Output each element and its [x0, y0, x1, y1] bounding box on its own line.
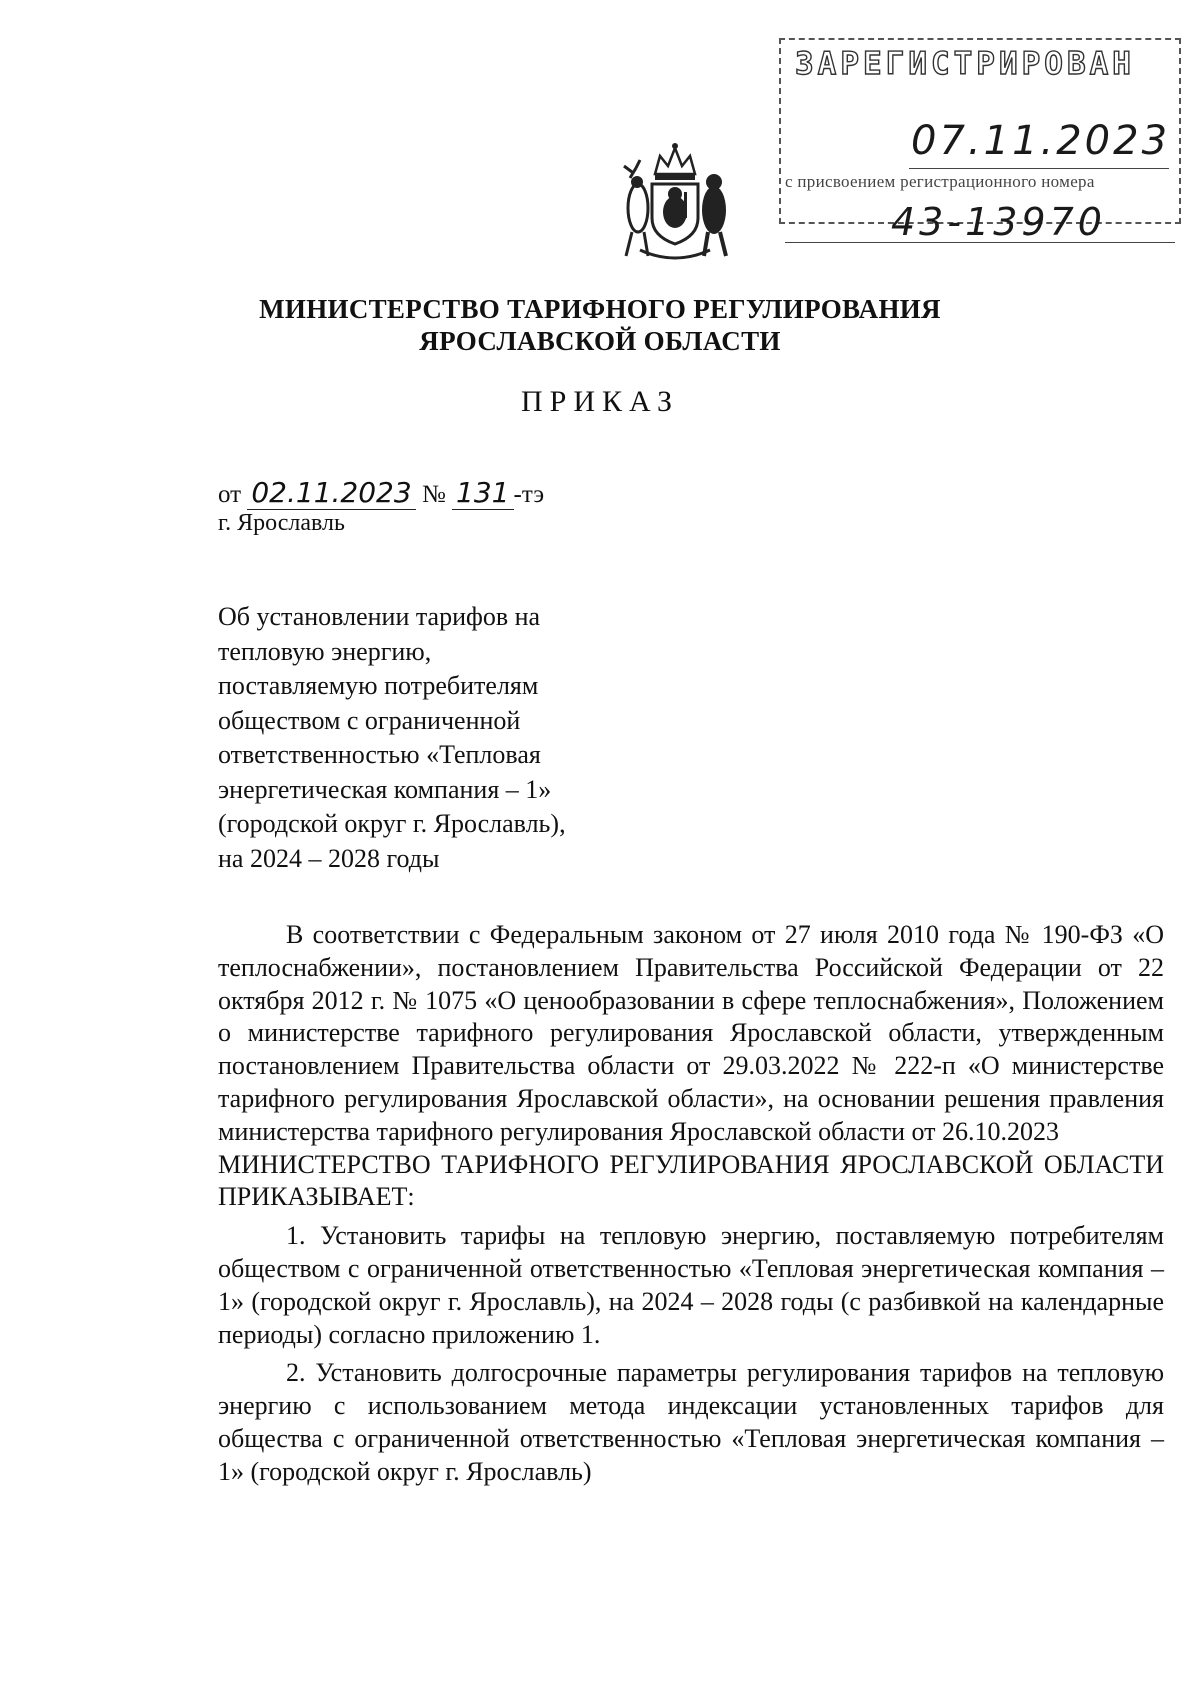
order-suffix: -тэ [513, 481, 545, 508]
decree-statement: МИНИСТЕРСТВО ТАРИФНОГО РЕГУЛИРОВАНИЯ ЯРОСЛАВСКОЙ ОБЛАСТИ ПРИКАЗЫВАЕТ: [218, 1149, 1164, 1212]
order-subject [218, 600, 658, 876]
preamble-paragraph: В соответствии с Федеральным законом от 27 июля 2010 года № 190-ФЗ «О теплоснабжении», постановлением Правительства Российской Федерации от 22 октября 2012 г. № 1075 «О ценообразовании в сфере теплоснабжения», Положением о министерстве тарифного регулирования Ярославской области, утвержденным постановлением Правительства области от 29.03.2022 № 222-п «О министерстве тарифного регулирования Ярославской области», на основании решения правления министерства тарифного регулирования Ярославской области от 26.10.2023 [218, 920, 1164, 1146]
stamp-date: 07.11.2023 [911, 118, 1171, 164]
order-number: 131 [452, 478, 513, 510]
subject-line: энергетическая компания – 1» [218, 774, 552, 804]
order-date-line [218, 478, 544, 510]
ministry-name-line2: ЯРОСЛАВСКОЙ ОБЛАСТИ [419, 326, 781, 356]
stamp-number: 43-13970 [891, 200, 1106, 244]
stamp-date-underline [909, 168, 1169, 169]
city: г. Ярославль [218, 510, 345, 536]
order-item-2: 2. Установить долгосрочные параметры регулирования тарифов на тепловую энергию с использованием метода индексации установленных тарифов для общества с ограниченной ответственностью «Тепловая энергетическая компания – 1» (городской округ г. Ярославль) [218, 1358, 1164, 1486]
subject-line: поставляемую потребителям [218, 671, 539, 700]
stamp-subtitle: с присвоением регистрационного номера [785, 172, 1095, 191]
subject-line: ответственностью «Тепловая [218, 740, 541, 769]
stamp-title: ЗАРЕГИСТРИРОВАН [795, 46, 1135, 82]
from-label: от [218, 481, 242, 508]
stamp-number-underline [785, 242, 1175, 243]
number-label: № [421, 481, 446, 508]
subject-line: Об установлении тарифов на [218, 602, 541, 631]
subject-line: на 2024 – 2028 годы [218, 843, 440, 873]
order-body [218, 919, 1164, 1489]
ministry-name-line1: МИНИСТЕРСТВО ТАРИФНОГО РЕГУЛИРОВАНИЯ [259, 294, 941, 324]
coat-of-arms-icon [610, 138, 740, 268]
subject-line: обществом с ограниченной [218, 705, 521, 735]
subject-line: (городской округ г. Ярославль), [218, 809, 566, 838]
subject-line: тепловую энергию, [218, 636, 432, 666]
document-type: ПРИКАЗ [521, 385, 679, 418]
registration-stamp [779, 38, 1181, 244]
order-item-1: 1. Установить тарифы на тепловую энергию, поставляемую потребителям обществом с ограниченной ответственностью «Тепловая энергетическая компания – 1» (городской округ г. Ярославль), на 2024 – 2028 годы (с разбивкой на календарные периоды) согласно приложению 1. [218, 1221, 1164, 1349]
order-date: 02.11.2023 [247, 478, 415, 510]
